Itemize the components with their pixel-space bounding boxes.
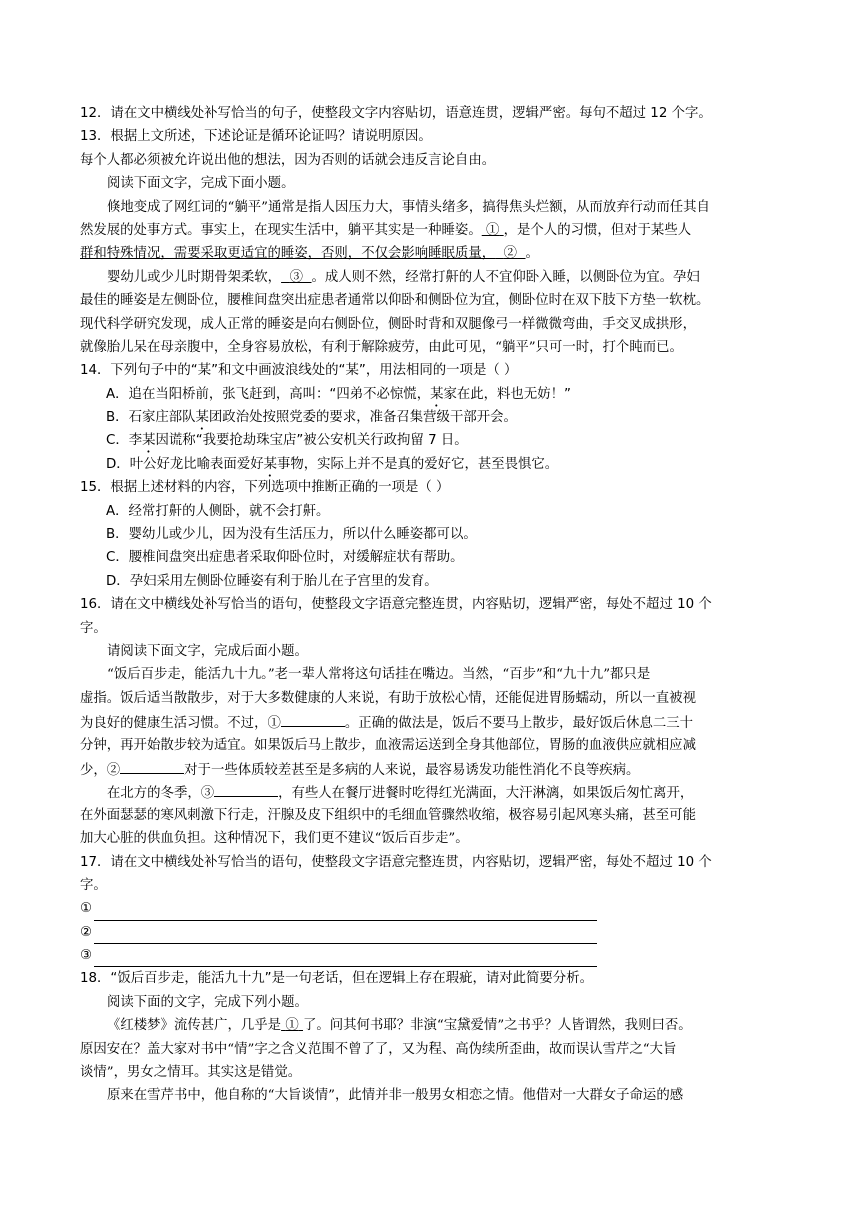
text: 倏地变成了网红词的“躺平”通常是指人因压力大，事情头绪多，搞得焦头烂额，从而放弃行动而任其自 <box>107 199 710 215</box>
text: 了。问其何书耶？非演“宝黛爱情”之书乎？人皆谓然，我则曰否。 <box>303 1018 692 1034</box>
blank-1 <box>281 710 345 727</box>
question-14-stem: 14．下列句子中的“某”和文中画波浪线处的“某”，用法相同的一项是（ ） <box>80 363 518 379</box>
passage-b-p1-line2: 虚指。饭后适当散散步，对于大多数健康的人来说，有助于放松心情，还能促进胃肠蠕动，所以一直被视 <box>80 690 696 706</box>
answer-line-3[interactable] <box>80 944 786 967</box>
text: A．追在当阳桥前，张飞赶到，高叫：“四弟不必惊慌， <box>106 386 431 402</box>
question-14-option-b[interactable] <box>80 406 786 429</box>
passage-a-p2-line1 <box>80 266 786 289</box>
question-16-line2: 字。 <box>80 620 107 636</box>
blank-1-marker: ① <box>485 222 500 238</box>
passage-a-p2-line2: 最佳的睡姿是左侧卧位，腰椎间盘突出症患者通常以仰卧和侧卧位为宜，侧卧位时在双下肢下方垫一软枕。 <box>80 293 710 309</box>
text: 。正确的做法是，饭后不要马上散步，最好饭后休息二三十 <box>344 716 694 732</box>
blank-2-marker: ② <box>503 246 518 262</box>
text: 事物，实际上并不是真的爱好它，甚至畏惧它。 <box>277 456 559 472</box>
text: 对于一些体质较差甚至是多病的人来说，最容易诱发功能性消化不良等疾病。 <box>184 762 640 778</box>
question-17-line1: 17．请在文中横线处补写恰当的语句，使整段文字语意完整连贯，内容贴切，逻辑严密，每处不超过 10 个 <box>80 854 712 870</box>
text: 在北方的冬季，③ <box>107 786 215 802</box>
passage-b-p1-line4: 分钟，再开始散步较为适宜。如果饭后马上散步，血液需运送到全身其他部位，胃肠的血液供应就相应减 <box>80 737 696 753</box>
question-15-option-a[interactable]: A．经常打鼾的人侧卧，就不会打鼾。 <box>106 503 330 519</box>
question-12: 12．请在文中横线处补写恰当的句子，使整段文字内容贴切，语意连贯，逻辑严密。每句不超过 12 个字。 <box>80 106 712 121</box>
passage-b-p2-line2: 在外面瑟瑟的寒风刺激下行走，汗腺及皮下组织中的毛细血管骤然收缩，极容易引起风寒头痛，甚至可能 <box>80 807 696 823</box>
text: 然发展的处事方式。事实上，在现实生活中，躺平其实是一种睡姿。 <box>80 222 482 238</box>
passage-a-p1-line2 <box>80 219 786 242</box>
question-14-option-a[interactable] <box>80 383 786 406</box>
passage-c-p1-line3: 谈情”，男女之情耳。其实这是错觉。 <box>80 1065 302 1081</box>
question-13: 13．根据上文所述，下述论证是循环论证吗？请说明原因。 <box>80 129 432 145</box>
question-15-option-c[interactable]: C．腰椎间盘突出症患者采取仰卧位时，对缓解症状有帮助。 <box>106 550 464 566</box>
passage-a-p1-line1 <box>80 196 786 219</box>
emphasis-mou: 某 <box>263 456 277 472</box>
passage-b-p1-line3 <box>80 710 786 733</box>
question-16-line1: 16．请在文中横线处补写恰当的语句，使整段文字语意完整连贯，内容贴切，逻辑严密，每处不超过 10 个 <box>80 597 712 613</box>
question-14-option-d[interactable] <box>80 453 786 476</box>
passage-b-p1-line5 <box>80 757 786 780</box>
blank-3 <box>214 780 278 797</box>
emphasis-mou: 某 <box>430 386 444 402</box>
blank-1 <box>281 1018 303 1033</box>
blank-2 <box>495 246 525 261</box>
text: 为良好的健康生活习惯。不过，① <box>80 716 281 732</box>
question-13-statement: 每个人都必须被允许说出他的想法，因为否则的话就会违反言论自由。 <box>80 152 496 168</box>
answer-rule-2[interactable] <box>94 926 597 944</box>
text: 。成人则不然，经常打鼾的人不宜仰卧入睡，以侧卧位为宜。孕妇 <box>311 269 700 285</box>
text: 《红楼梦》流传甚广，几乎是 <box>107 1018 282 1034</box>
answer-marker-2: ② <box>80 924 93 940</box>
answer-marker-1: ① <box>80 901 93 917</box>
question-15-stem: 15．根据上述材料的内容，下列选项中推断正确的一项是（ ） <box>80 480 450 496</box>
emphasis-mou: 某 <box>142 433 156 449</box>
text: C．李 <box>106 433 143 449</box>
exam-page <box>80 102 786 1108</box>
question-18: 18．“饭后百步走，能活九十九”是一句老话，但在逻辑上存在瑕疵，请对此简要分析。 <box>80 971 593 987</box>
blank-1-marker: ① <box>285 1018 299 1034</box>
text: 婴幼儿或少儿时期骨架柔软， <box>107 269 282 285</box>
text: 少，② <box>80 762 121 778</box>
answer-marker-3: ③ <box>80 948 93 964</box>
text: B．石家庄部队 <box>106 410 196 426</box>
answer-rule-1[interactable] <box>94 903 597 921</box>
question-15-option-b[interactable]: B．婴幼儿或少儿，因为没有生活压力，所以什么睡姿都可以。 <box>106 527 477 543</box>
reading-instruction-a: 阅读下面文字，完成下面小题。 <box>107 176 295 192</box>
reading-instruction-c: 阅读下面的文字，完成下列小题。 <box>107 994 308 1010</box>
passage-b-p1-line1: “饭后百步走，能活九十九。”老一辈人常将这句话挂在嘴边。当然，“百步”和“九十九”都只是 <box>107 667 651 683</box>
passage-a-p1-line3 <box>80 242 786 265</box>
answer-line-1[interactable] <box>80 897 786 920</box>
text: 群和特殊情况，需要采取更适宜的睡姿，否则，不仅会影响睡眠质量， <box>80 246 496 262</box>
text: 家在此，料也无妨！” <box>443 386 571 402</box>
text: D．叶公好龙比喻表面爱好 <box>106 456 264 472</box>
passage-b-p2-line1 <box>80 780 786 803</box>
blank-3-marker: ③ <box>289 269 303 285</box>
passage-c-p1-line2: 原因安在？盖大家对书中“情”字之含义范围不曾了了，又为程、高伪续所歪曲，故而误认雪芹之“大旨 <box>80 1041 677 1057</box>
question-15-option-d[interactable]: D．孕妇采用左侧卧位睡姿有利于胎儿在子宫里的发育。 <box>106 573 438 589</box>
passage-a-p2-line4: 就像胎儿呆在母亲腹中，全身容易放松，有利于解除疲劳，由此可见，“躺平”只可一时，打个盹而已。 <box>80 339 683 355</box>
passage-c-p1-line1 <box>80 1014 786 1037</box>
text: ，是个人的习惯，但对于某些人 <box>503 222 692 238</box>
emphasis-mou: 某 <box>195 410 209 426</box>
reading-instruction-b: 请阅读下面文字，完成后面小题。 <box>107 643 308 659</box>
blank-3 <box>281 270 311 285</box>
passage-c-p2-line1: 原来在雪芹书中，他自称的“大旨谈情”，此情并非一般男女相恋之情。他借对一大群女子命运的感 <box>107 1088 684 1104</box>
passage-a-p2-line3: 现代科学研究发现，成人正常的睡姿是向右侧卧位，侧卧时背和双腿像弓一样微微弯曲，手交叉成拱形， <box>80 316 696 332</box>
question-17-line2: 字。 <box>80 877 107 893</box>
text: 因谎称“我要抢劫珠宝店”被公安机关行政拘留 7 日。 <box>155 433 468 449</box>
answer-rule-3[interactable] <box>94 949 597 967</box>
passage-b-p2-line3: 加大心脏的供血负担。这种情况下，我们更不建议“饭后百步走”。 <box>80 831 469 847</box>
text: 团政治处按照党委的要求，准备召集营级干部开会。 <box>208 410 517 426</box>
blank-2 <box>120 757 184 774</box>
question-14-option-c[interactable] <box>80 429 786 452</box>
blank-1 <box>482 223 504 238</box>
text: 。 <box>525 246 539 262</box>
text: ，有些人在餐厅进餐时吃得红光满面，大汗淋漓，如果饭后匆忙离开， <box>278 786 694 802</box>
answer-line-2[interactable] <box>80 921 786 944</box>
